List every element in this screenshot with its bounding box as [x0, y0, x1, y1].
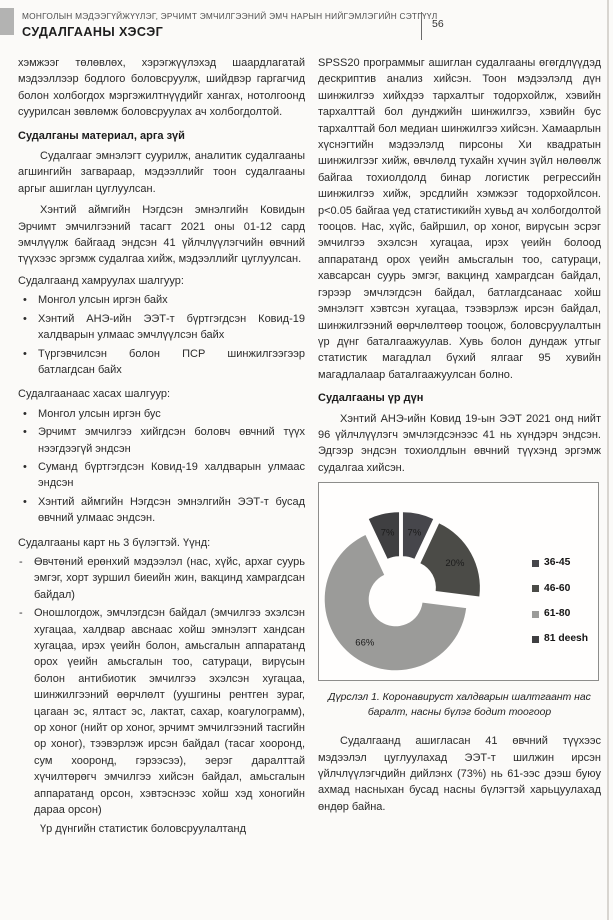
inclusion-item-text: Түргэвчилсэн болон ПСР шинжилгээгээр батлагдсан байх: [38, 347, 305, 376]
legend-label: 61-80: [544, 607, 571, 619]
bullet-icon: •: [23, 495, 27, 508]
slice-percent-label: 20%: [445, 558, 465, 570]
inclusion-item-text: Хэнтий АНЭ-ийн ЭЭТ-т бүртгэгдсэн Ковид-19 халдварын улмаас эмчлүүлсэн байх: [38, 312, 305, 342]
figure-1-box: [318, 482, 599, 681]
exclusion-item-text: Суманд бүртгэгдсэн Ковид-19 халдварын улмаас эндсэн: [38, 460, 305, 490]
bullet-icon: •: [23, 407, 27, 420]
card-item-text: Оношлогдож, эмчлэгдсэн байдал (эмчилгээ эхэлсэн хугацаа, халдвар авснаас хойш эмнэлэгт хандсан хугацаа, ирэх үеийн болон, амьсгалын аппаратанд орох үеийн амьсгалын тоо, сатураци, вирүсын болон антибиотик эмчилгээ эхэлсэн хугацаа, шинжилгээний өөрчлөлт (уушгины рентген зураг, цагаан эс, ялтаст эс, лактат, сахар, коагулограмм), ор хоног (нийт ор хоног, эрчимт эмчилгээний тасгийн ор хоног), тээвэрлэж ирсэн байдал (тасаг хооронд, сум хооронд, гэрээсээ), эерэг даралттай хүчилтөрөгч эмчилгээ хийсэн байдал, амьсгалын аппаратанд орсон, хэвтэснээс хойш хэд хоногийн дараа орсон): [34, 607, 305, 817]
exclusion-item-text: Эрчимт эмчилгээ хийгдсэн боловч өвчний түүх нээгдээгүй эндсэн: [38, 426, 305, 455]
bullet-icon: •: [23, 294, 27, 307]
slice-percent-label: 7%: [407, 527, 422, 539]
bullet-icon: •: [23, 347, 27, 360]
section-title: СУДАЛГААНЫ ХЭСЭГ: [22, 25, 164, 39]
legend-item-61-80: [532, 606, 588, 622]
bullet-icon: •: [23, 426, 27, 439]
page-header: [22, 11, 582, 39]
header-corner-block: [0, 8, 14, 35]
slice-percent-label: 7%: [380, 527, 395, 539]
legend-label: 81 deesh: [544, 633, 589, 645]
paragraph-spss: SPSS20 программыг ашиглан судалгааны өгөгдлүүдэд дескриптив анализ хийсэн. Тоон мэдээлэлд дүн шинжилгээ хийхдээ тархалтыг тодорхойлж, хэвийн тархалттай бол дунджийн шинжилгээ, хэвийн бус тархалттай бол медиан шинжилгээ хийсэн. Хамаарлын хүснэгтийн мэдээлэлд пирсоны Хи квадратын шинжилгээг хийж, өвчлөлд тухайн хүчин зүйл нөлөөлж байгаа тохиолдолд бинар логистик регрессийн шинжилгээ хийж, эрсдлийн хэмжээг тодорхойлсон. p<0.05 байгаа үед статистикийн хувьд ач холбогдолтой тооцов. Нас, хүйс, байршил, ор хоног, вирүсын эсрэг эмчилгээ эхэлсэн хугацаа, ирэх үеийн болоод аппаратанд орох үеийн амьсгалын тоо, сатураци, хавсарсан суурь эмгэг, вакцинд хамрагдсан байдал, гэрээр эмчлэгдсэн байдал, батлагдсанаас хойш эмнэлэгт хэвтсэн хугацаа, тээвэрлэж ирсэн байдал, шинжилгээний өөрчлөлтөөр тооцож, боловсруулалтын үр дүнг баталгаажуулав. Хувь болон дундаж утгыг статистик магадлал бүхий ялгааг 95 хувийн магадлалаар баталгаажуулсан болно.: [318, 57, 601, 381]
paragraph-method-1: Судалгааг эмнэлэгт суурилж, аналитик судалгааны агшингийн загвараар, мэдээллийг тоон судалгааны аргыг ашиглан цуглуулсан.: [18, 150, 305, 195]
legend-marker-icon: [532, 611, 539, 618]
legend-label: 36-45: [544, 557, 571, 569]
legend-marker-icon: [532, 560, 539, 567]
chart-legend: [532, 555, 588, 657]
legend-item-81-deesh: [532, 631, 588, 647]
methods-heading: Судалганы материал, арга зүй: [18, 129, 185, 142]
inclusion-item: [18, 346, 305, 379]
inclusion-item: [18, 292, 305, 308]
inclusion-item-text: Монгол улсын иргэн байх: [38, 294, 168, 307]
exclusion-item: [18, 494, 305, 527]
results-heading: Судалгааны үр дүн: [318, 392, 424, 405]
bullet-icon: •: [23, 460, 27, 473]
exclusion-item: [18, 459, 305, 492]
paragraph-intro: хэмжээг төлөвлөх, хэрэгжүүлэхэд шаардлагатай мэдээллээр бодлого боловсруулж, шийдвэр гаргагчид болон холбогдох мэргэжилтнүүдийг хангах, нотолгоонд суурилсан зөвлөмж боловсруулах ач холбогдолтой.: [18, 57, 305, 119]
dash-icon: -: [19, 607, 23, 620]
figure-1-caption: Дүрслэл 1. Коронавируст халдварын шалтгаант нас баралт, насны бүлэг бодит тоогоор: [328, 692, 591, 719]
legend-marker-icon: [532, 585, 539, 592]
exclusion-item-text: Хэнтий аймгийн Нэгдсэн эмнэлгийн ЭЭТ-т бусад өвчний улмаас эндсэн.: [38, 495, 305, 525]
inclusion-criteria-title: Судалгаанд хамруулах шалгуур:: [18, 274, 184, 287]
page-number-divider: [421, 12, 422, 40]
scan-edge-shadow: [607, 0, 609, 920]
dash-icon: -: [19, 555, 23, 568]
card-structure-title: Судалгааны карт нь 3 бүлэгтэй. Үүнд:: [18, 536, 211, 549]
paragraph-results-2: Судалгаанд ашигласан 41 өвчний түүхээс мэдээлэл цуглуулахад ЭЭТ-т шилжин ирсэн үйлчлүүлэгчдийн дийлэнх (73%) нь 61-ээс дээш буюу ахмад насныхан бусад насны бүлэгтэй харьцуулахад өндөр байна.: [318, 735, 601, 813]
legend-item-46-60: [532, 581, 588, 597]
exclusion-item: [18, 406, 305, 422]
card-item: [18, 605, 305, 818]
paragraph-method-2: Хэнтий аймгийн Нэгдсэн эмнэлгийн Ковидын Эрчимт эмчилгээний тасагт 2021 оны 01-12 сард эмчлүүлж байгаад эндсэн 41 үйлчлүүлэгчийн өвчний түүхээс эргэмж судалгаа хийж, мэдээллийг цуглуулсан.: [18, 204, 305, 266]
legend-item-36-45: [532, 555, 588, 571]
bullet-icon: •: [23, 312, 27, 325]
column-right: [318, 55, 601, 820]
inclusion-item: [18, 311, 305, 344]
paragraph-results-1: Хэнтий АНЭ-ийн Ковид 19-ын ЭЭТ 2021 онд нийт 96 үйлчлүүлэгч эмчлэгдсэнээс 41 нь хүндэрч эндсэн. Эдгээр эндсэн тохиолдлын өвчний түүхэнд эргэмж судалгаа хийсэн.: [318, 412, 601, 474]
legend-marker-icon: [532, 636, 539, 643]
slice-percent-label: 66%: [355, 637, 375, 649]
card-item-text: Өвчтөний ерөнхий мэдээлэл (нас, хүйс, архаг суурь эмгэг, хорт зуршил биеийн жин, вакцинд хамрагдсан байдал): [34, 555, 305, 601]
journal-title: МОНГОЛЫН МЭДЭЭГҮЙЖҮҮЛЭГ, ЭРЧИМТ ЭМЧИЛГЭЭНИЙ ЭМЧ НАРЫН НИЙГЭМЛЭГИЙН СЭТГҮҮЛ: [22, 11, 438, 21]
page-number: 56: [432, 18, 444, 30]
exclusion-criteria-title: Судалгаанаас хасах шалгуур:: [18, 388, 170, 401]
exclusion-item: [18, 424, 305, 457]
exclusion-item-text: Монгол улсын иргэн бус: [38, 407, 161, 420]
legend-label: 46-60: [544, 582, 571, 594]
paragraph-statistics: Үр дүнгийн статистик боловсруулалтанд: [40, 823, 247, 836]
card-item: [18, 554, 305, 603]
column-left: [18, 55, 305, 843]
